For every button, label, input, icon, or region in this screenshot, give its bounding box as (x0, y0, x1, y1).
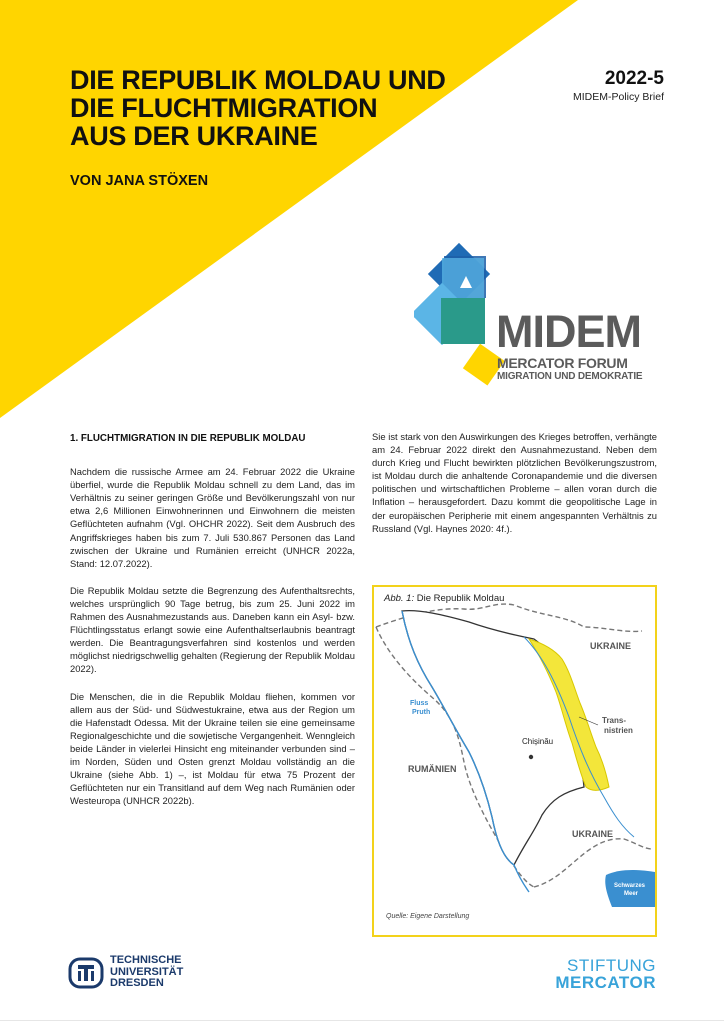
map-label-ukraine-south: UKRAINE (572, 829, 614, 839)
document-title: DIE REPUBLIK MOLDAU UND DIE FLUCHTMIGRATION AUS DER UKRAINE (70, 65, 446, 151)
section-heading: 1. FLUCHTMIGRATION IN DIE REPUBLIK MOLDAU (70, 433, 306, 444)
map-label-river-2: Pruth (412, 709, 431, 716)
stiftung-line2: MERCATOR (555, 973, 656, 992)
tu-dresden-wordmark (110, 955, 183, 990)
midem-logo-line1: MERCATOR FORUM (497, 355, 628, 371)
figure-caption (384, 593, 504, 604)
body-paragraph: Sie ist stark von den Auswirkungen des Krieges betroffen, verhängte am 24. Februar 2022 direkt den Ausnahmezustand. Neben dem durch Krieg und Flucht bewirkten plötzlichen Bevölkerungszustrom, ist Moldau durch die anhaltende Coronapandemie und die diversen politischen und wirtschaftlichen Probleme – allen voran durch die Inflation – herausgefordert. Dazu kommt die geopolitische Lage in der europäischen Peripherie mit einem angespannten Verhältnis zu Russland (Vgl. Haynes 2020: 4f.). (372, 431, 657, 534)
map-label-sea-1: Schwarzes (614, 883, 646, 889)
issue-series: MIDEM-Policy Brief (572, 91, 664, 103)
figure-caption-prefix: Abb. 1: (384, 593, 415, 604)
tud-line3: DRESDEN (110, 977, 164, 989)
map-label-transnistria-1: Trans- (602, 716, 627, 725)
tud-line2: UNIVERSITÄT (110, 965, 184, 978)
midem-logo-line2: MIGRATION UND DEMOKRATIE (497, 371, 643, 382)
body-paragraph: Nachdem die russische Armee am 24. Februar 2022 die Ukraine überfiel, wurde die Republik Moldau schnell zu dem Land, das im Verhältnis zu seiner geringen Größe und Bevölkerungszahl von nur etwa 2,6 Millionen Einwohnerinnen und Einwohnern die meisten Geflüchteten aufnahm (Vgl. OHCHR 2022). Seit dem Ausbruch des Angriffskrieges haben bis zum 7. Juli 530.867 Personen das Land zwischen der Ukraine und Rumänien erreicht (UNHCR 2022a, Stand: 12.07.2022). (70, 466, 355, 569)
figure-source: Quelle: Eigene Darstellung (386, 913, 470, 920)
map-label-transnistria-2: nistrien (604, 726, 633, 735)
issue-number: 2022-5 (604, 68, 664, 89)
map-label-romania: RUMÄNIEN (408, 764, 457, 774)
page-bottom-rule (0, 1020, 724, 1021)
stiftung-mercator-logo (555, 957, 656, 992)
body-paragraph: Die Menschen, die in die Republik Moldau fliehen, kommen vor allem aus der Süd- und Südwestukraine, etwa aus der Region um die Hafenstadt Odessa. Mit der Ukraine teilen sie eine gemeinsame Regionalgeschichte und die sowjetische Vergangenheit. Wenngleich beide Länder in vielerlei Hinsicht eng miteinander verbunden sind – im Norden, Süden und Osten grenzt Moldau vollständig an die Ukraine (siehe Abb. 1) –, ist Moldau für etwa 75 Prozent der Geflüchteten nur ein Transitland auf dem Weg nach Rumänien oder Westeuropa (UNHCR 2022b). (70, 690, 355, 807)
moldau-map (374, 587, 655, 935)
right-column (372, 430, 657, 549)
author-line: VON JANA STÖXEN (70, 173, 209, 189)
body-paragraph: Die Republik Moldau setzte die Begrenzung des Aufenthaltsrechts, welches ursprünglich 90 Tage betrug, bis zum 25. Juni 2022 im Rahmen des Ausnahmezustands aus. Daneben kann ein Asyl- bzw. Flüchtlingsstatus erlangt sowie eine Aufenthaltserlaubnis beantragt werden. Die Beantragungsverfahren sind kostenlos und werden möglichst niedrigschwellig gehalten (Regierung der Republik Moldau 2022). (70, 584, 355, 675)
left-column (70, 432, 355, 821)
map-label-river-1: Fluss (410, 700, 429, 707)
map-label-sea-2: Meer (624, 891, 639, 897)
moldova-outline (402, 611, 584, 865)
figure-moldau-map (372, 585, 657, 937)
capital-marker (529, 755, 533, 759)
figure-caption-text: Die Republik Moldau (414, 593, 505, 604)
tud-line1: TECHNISCHE (110, 954, 182, 966)
stiftung-line1: STIFTUNG (567, 956, 656, 975)
issue-block (573, 68, 664, 103)
midem-logo-icon (414, 236, 504, 396)
tu-dresden-logo-icon (68, 957, 104, 989)
map-label-capital: Chișinău (522, 737, 554, 746)
midem-logo-wordmark: MIDEM (496, 306, 641, 357)
map-label-ukraine-north: UKRAINE (590, 641, 632, 651)
